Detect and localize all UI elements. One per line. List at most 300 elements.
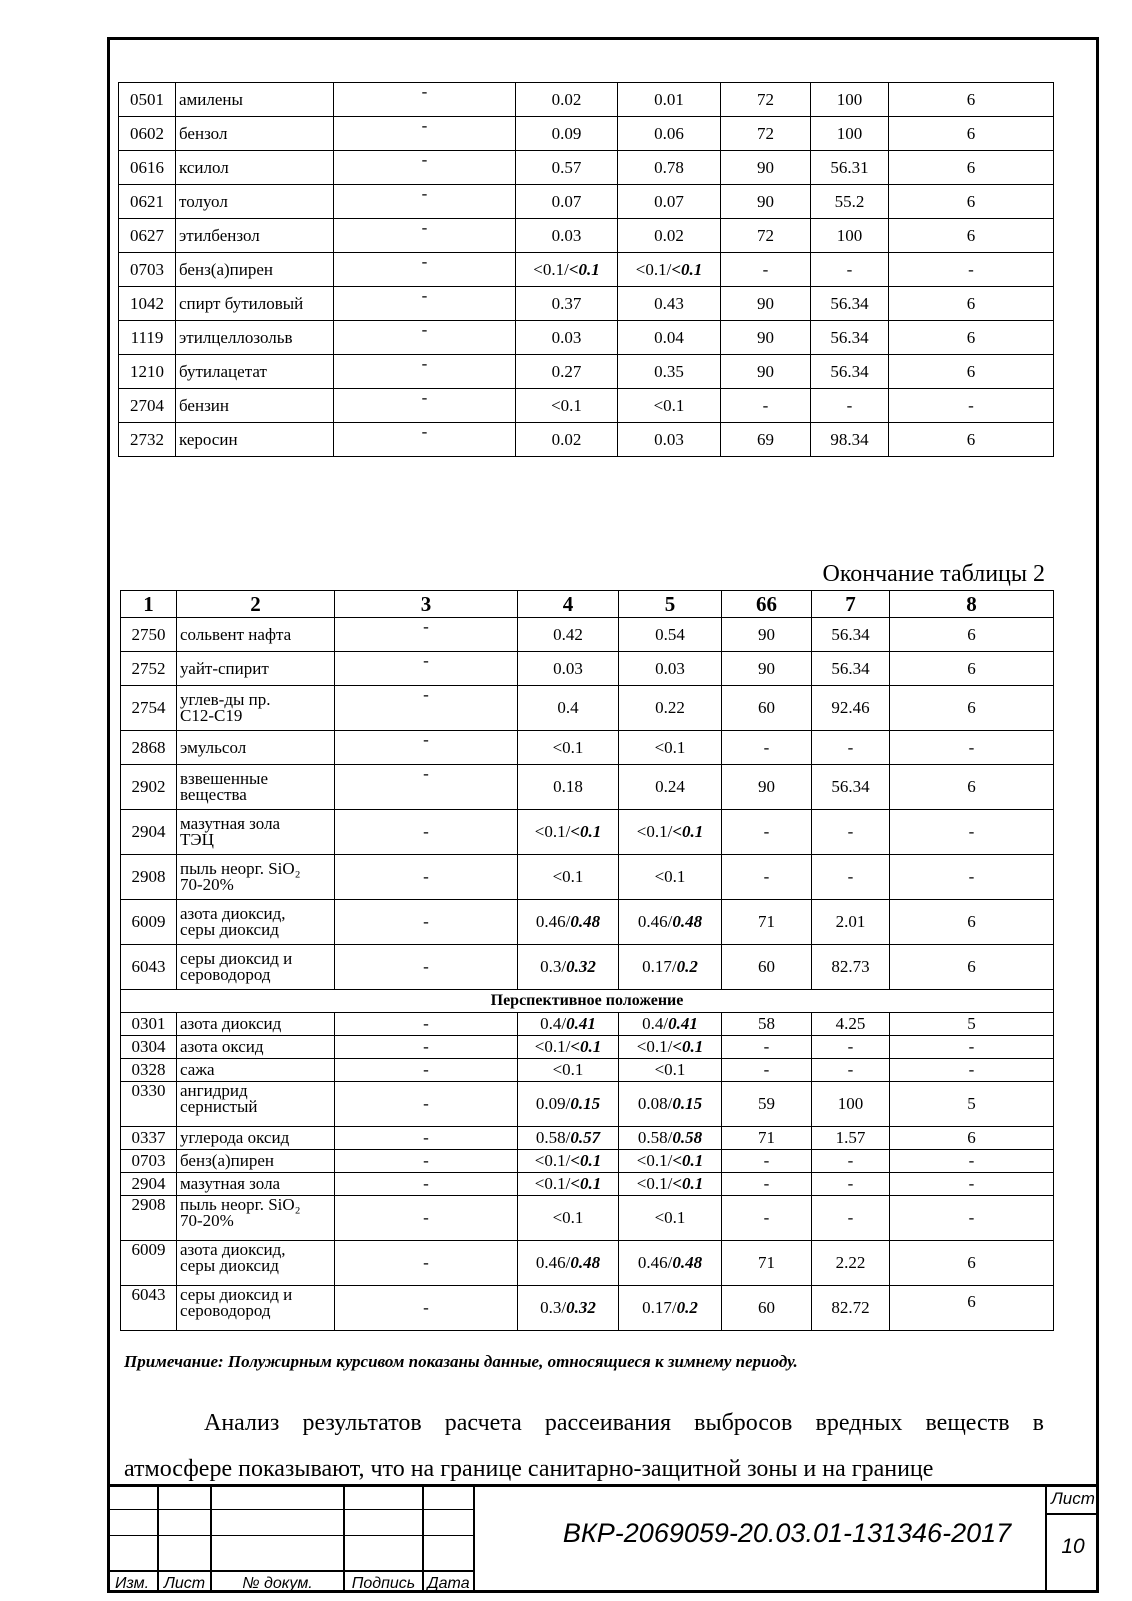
cell-col-c3 <box>334 321 516 355</box>
table-row <box>121 945 1054 990</box>
cell-col-c7: 100 <box>811 117 889 151</box>
cell-col-c4 <box>518 1286 619 1331</box>
stamp-label-sheet: Лист <box>163 1575 206 1592</box>
cell-col-c3 <box>335 1241 518 1286</box>
winter-value: 0.2 <box>676 957 698 976</box>
substance-code: 0602 <box>119 117 176 151</box>
cell-col-c8: - <box>890 1196 1054 1241</box>
cell-col-c8: 6 <box>889 151 1054 185</box>
cell-col-c5 <box>619 810 722 855</box>
table-row <box>119 321 1054 355</box>
substance-name <box>177 855 335 900</box>
cell-col-c5: 0.07 <box>618 185 721 219</box>
cell-col-c6: 90 <box>721 355 811 389</box>
table-row <box>121 731 1054 765</box>
dash-value: - <box>423 1094 429 1113</box>
substance-code: 0703 <box>121 1150 177 1173</box>
substance-name: толуол <box>176 185 334 219</box>
winter-value: 0.48 <box>672 912 703 931</box>
cell-col-c5 <box>619 1150 722 1173</box>
substance-name-line: 70-20% <box>180 1211 234 1230</box>
cell-col-c8: 6 <box>889 321 1054 355</box>
cell-col-c8: - <box>890 810 1054 855</box>
substance-name: ксилол <box>176 151 334 185</box>
substance-code: 2754 <box>121 686 177 731</box>
dash-value: - <box>421 116 428 135</box>
cell-col-c3 <box>335 855 518 900</box>
winter-value: <0.1 <box>570 1037 602 1056</box>
cell-col-c6: 90 <box>721 321 811 355</box>
summer-value: 0.46/ <box>535 912 571 931</box>
cell-col-c4 <box>518 1150 619 1173</box>
substance-code: 2904 <box>121 810 177 855</box>
winter-value: <0.1 <box>672 1151 704 1170</box>
substance-name: мазутная зола <box>177 1173 335 1196</box>
cell-col-c5: 0.03 <box>619 652 722 686</box>
substance-name <box>177 900 335 945</box>
cell-col-c6: 71 <box>722 1127 812 1150</box>
winter-value: <0.1 <box>672 1174 704 1193</box>
cell-col-c7: 55.2 <box>811 185 889 219</box>
paragraph-line-1: Анализ результатов расчета рассеивания выбросов вредных веществ в <box>204 1410 1044 1436</box>
column-header: 2 <box>177 591 335 618</box>
cell-col-c7: - <box>812 1196 890 1241</box>
cell-col-c6: 90 <box>721 287 811 321</box>
cell-col-c4: <0.1 <box>518 1196 619 1241</box>
cell-col-c3 <box>335 900 518 945</box>
cell-col-c8: - <box>890 855 1054 900</box>
table-row <box>121 1082 1054 1127</box>
column-header: 1 <box>121 591 177 618</box>
dash-value: - <box>421 388 428 407</box>
table-row <box>119 355 1054 389</box>
substance-name-line: азота диоксид, <box>180 1240 286 1259</box>
cell-col-c7: 92.46 <box>812 686 890 731</box>
substance-name <box>177 1082 335 1127</box>
substance-code: 6043 <box>121 1286 177 1331</box>
cell-col-c8: 6 <box>890 686 1054 731</box>
stamp-label-signature: Подпись <box>351 1575 416 1592</box>
cell-col-c7: - <box>812 1059 890 1082</box>
cell-col-c4: <0.1 <box>518 731 619 765</box>
substance-code: 2902 <box>121 765 177 810</box>
winter-value: 0.48 <box>570 912 601 931</box>
substance-name-line: серы диоксид <box>180 1256 279 1275</box>
cell-col-c5: 0.03 <box>618 423 721 457</box>
cell-col-c6: 71 <box>722 900 812 945</box>
cell-col-c8: 6 <box>890 765 1054 810</box>
table-row <box>121 1286 1054 1331</box>
cell-col-c6: 90 <box>722 765 812 810</box>
substance-name-line: мазутная зола <box>180 814 281 833</box>
substance-name <box>177 765 335 810</box>
winter-value: <0.1 <box>570 1174 602 1193</box>
cell-col-c8: 6 <box>889 117 1054 151</box>
summer-value: <0.1/ <box>636 1151 673 1170</box>
cell-col-c4 <box>516 253 618 287</box>
table-row <box>119 83 1054 117</box>
cell-col-c4 <box>518 945 619 990</box>
cell-col-c8: - <box>889 389 1054 423</box>
cell-col-c5: <0.1 <box>619 855 722 900</box>
winter-value: 0.58 <box>672 1128 703 1147</box>
summer-value: 0.3/ <box>540 1298 567 1317</box>
cell-col-c7: 82.72 <box>812 1286 890 1331</box>
section-header-row <box>121 990 1054 1013</box>
cell-col-c7: 98.34 <box>811 423 889 457</box>
emissions-table-top <box>118 82 1054 457</box>
substance-name: бенз(а)пирен <box>177 1150 335 1173</box>
table-note: Примечание: Полужирным курсивом показаны данные, относящиеся к зимнему периоду. <box>124 1352 798 1371</box>
substance-name-line: сероводород <box>180 965 271 984</box>
cell-col-c5: <0.1 <box>619 1196 722 1241</box>
cell-col-c8: 5 <box>890 1013 1054 1036</box>
table-row <box>121 1241 1054 1286</box>
dash-value: - <box>421 286 428 305</box>
substance-code: 0616 <box>119 151 176 185</box>
substance-name-line: вещества <box>180 785 247 804</box>
winter-value: <0.1 <box>570 822 602 841</box>
cell-col-c3 <box>335 1196 518 1241</box>
cell-col-c5: <0.1 <box>619 1059 722 1082</box>
summer-value: <0.1/ <box>533 259 569 279</box>
cell-col-c3 <box>335 652 518 686</box>
cell-col-c7: 82.73 <box>812 945 890 990</box>
cell-col-c8: 6 <box>889 355 1054 389</box>
title-block <box>107 1484 1099 1593</box>
table-row <box>121 855 1054 900</box>
cell-col-c6: - <box>722 1150 812 1173</box>
stamp-rule <box>1045 1513 1099 1515</box>
stamp-rule <box>107 1535 473 1536</box>
substance-name: амилены <box>176 83 334 117</box>
cell-col-c6: - <box>722 731 812 765</box>
substance-name <box>177 1241 335 1286</box>
cell-col-c5: <0.1 <box>618 389 721 423</box>
summer-value: 0.4/ <box>642 1014 669 1033</box>
cell-col-c8: 6 <box>889 185 1054 219</box>
winter-value: 0.48 <box>672 1253 703 1272</box>
winter-value: <0.1 <box>671 259 703 279</box>
cell-col-c4: 0.02 <box>516 423 618 457</box>
cell-col-c5 <box>619 900 722 945</box>
dash-value: - <box>423 1060 429 1079</box>
substance-code: 0621 <box>119 185 176 219</box>
winter-value: 0.32 <box>566 1298 596 1317</box>
cell-col-c8: 6 <box>890 652 1054 686</box>
cell-col-c5: <0.1 <box>619 731 722 765</box>
cell-col-c6: 72 <box>721 219 811 253</box>
cell-col-c4 <box>518 900 619 945</box>
summer-value: <0.1/ <box>636 1037 673 1056</box>
substance-code: 0703 <box>119 253 176 287</box>
substance-name: этилбензол <box>176 219 334 253</box>
cell-col-c8: 6 <box>889 219 1054 253</box>
stamp-label-date: Дата <box>427 1575 470 1592</box>
dash-value: - <box>423 912 429 931</box>
table-caption: Окончание таблицы 2 <box>822 561 1045 587</box>
substance-code: 0301 <box>121 1013 177 1036</box>
stamp-label-change: Изм. <box>114 1575 150 1592</box>
winter-value: 0.15 <box>570 1094 601 1113</box>
table-row <box>121 1013 1054 1036</box>
substance-name <box>177 1196 335 1241</box>
substance-code: 6009 <box>121 900 177 945</box>
cell-col-c4: <0.1 <box>518 1059 619 1082</box>
cell-col-c3 <box>335 810 518 855</box>
cell-col-c6: - <box>722 1173 812 1196</box>
summer-value: 0.4/ <box>540 1014 567 1033</box>
winter-value: 0.15 <box>672 1094 703 1113</box>
cell-col-c3 <box>335 618 518 652</box>
cell-col-c5 <box>619 1127 722 1150</box>
cell-col-c4: 0.09 <box>516 117 618 151</box>
summer-value: 0.58/ <box>637 1128 673 1147</box>
summer-value: 0.09/ <box>535 1094 571 1113</box>
substance-name-line: ТЭЦ <box>180 830 214 849</box>
cell-col-c3 <box>335 1059 518 1082</box>
cell-col-c7: 56.34 <box>811 355 889 389</box>
table-row <box>121 1196 1054 1241</box>
cell-col-c5: 0.22 <box>619 686 722 731</box>
cell-col-c3 <box>335 1036 518 1059</box>
substance-name-line: сернистый <box>180 1097 258 1116</box>
winter-value: 0.32 <box>566 957 596 976</box>
cell-col-c5: 0.43 <box>618 287 721 321</box>
winter-value: 0.2 <box>676 1298 698 1317</box>
winter-value: <0.1 <box>570 1151 602 1170</box>
cell-col-c3 <box>335 765 518 810</box>
substance-code: 1210 <box>119 355 176 389</box>
column-header: 3 <box>335 591 518 618</box>
dash-value: - <box>421 320 428 339</box>
substance-name-line: ангидрид <box>180 1081 248 1100</box>
cell-col-c5 <box>618 253 721 287</box>
cell-col-c3 <box>334 83 516 117</box>
cell-col-c7: 56.34 <box>812 652 890 686</box>
cell-col-c5 <box>619 1286 722 1331</box>
cell-col-c5 <box>619 1241 722 1286</box>
cell-col-c3 <box>334 151 516 185</box>
cell-col-c6: - <box>722 1196 812 1241</box>
summer-value: <0.1/ <box>635 259 672 279</box>
summer-value: 0.46/ <box>535 1253 571 1272</box>
cell-col-c4 <box>518 810 619 855</box>
substance-code: 2904 <box>121 1173 177 1196</box>
substance-name: бензин <box>176 389 334 423</box>
dash-value: - <box>423 651 429 670</box>
substance-name: азота диоксид <box>177 1013 335 1036</box>
emissions-table-bottom <box>120 590 1054 1331</box>
summer-value: <0.1/ <box>534 822 571 841</box>
summer-value: <0.1/ <box>534 1174 571 1193</box>
dash-value: - <box>421 354 428 373</box>
stamp-label-doc-number: № докум. <box>242 1575 313 1592</box>
winter-value: 0.41 <box>668 1014 698 1033</box>
substance-name: сажа <box>177 1059 335 1082</box>
cell-col-c6: - <box>722 810 812 855</box>
cell-col-c6: 90 <box>721 185 811 219</box>
summer-value: 0.08/ <box>637 1094 673 1113</box>
cell-col-c6: 58 <box>722 1013 812 1036</box>
winter-value: <0.1 <box>568 259 600 279</box>
cell-col-c8: - <box>889 253 1054 287</box>
substance-code: 2752 <box>121 652 177 686</box>
winter-value: 0.41 <box>566 1014 596 1033</box>
table-row <box>119 117 1054 151</box>
cell-col-c3 <box>334 389 516 423</box>
cell-col-c8: 6 <box>890 900 1054 945</box>
table-row <box>121 765 1054 810</box>
substance-name-line: сероводород <box>180 1301 271 1320</box>
substance-code: 6043 <box>121 945 177 990</box>
cell-col-c3 <box>335 1013 518 1036</box>
cell-col-c4: 0.27 <box>516 355 618 389</box>
cell-col-c6: 72 <box>721 117 811 151</box>
substance-code: 0337 <box>121 1127 177 1150</box>
substance-code: 6009 <box>121 1241 177 1286</box>
substance-name-line: азота диоксид, <box>180 904 286 923</box>
body-paragraph <box>124 1400 1044 1492</box>
cell-col-c4 <box>518 1173 619 1196</box>
table-row <box>119 423 1054 457</box>
cell-col-c6: - <box>721 253 811 287</box>
cell-col-c5: 0.04 <box>618 321 721 355</box>
sheet-number: 10 <box>1061 1535 1085 1558</box>
cell-col-c8: - <box>890 1173 1054 1196</box>
substance-name: этилцеллозольв <box>176 321 334 355</box>
cell-col-c5: 0.06 <box>618 117 721 151</box>
dash-value: - <box>423 1253 429 1272</box>
table-row <box>121 1150 1054 1173</box>
dash-value: - <box>423 822 429 841</box>
column-header: 66 <box>722 591 812 618</box>
column-header: 7 <box>812 591 890 618</box>
table-header-row <box>121 591 1054 618</box>
substance-name: спирт бутиловый <box>176 287 334 321</box>
cell-col-c3 <box>334 185 516 219</box>
cell-col-c8: - <box>890 731 1054 765</box>
substance-name <box>177 945 335 990</box>
cell-col-c3 <box>334 253 516 287</box>
cell-col-c3 <box>335 686 518 731</box>
substance-code: 2732 <box>119 423 176 457</box>
dash-value: - <box>423 957 429 976</box>
cell-col-c4: 0.03 <box>516 321 618 355</box>
substance-name-line: взвешенные <box>180 769 269 788</box>
cell-col-c3 <box>335 1082 518 1127</box>
cell-col-c7: - <box>812 731 890 765</box>
substance-name: керосин <box>176 423 334 457</box>
cell-col-c4 <box>518 1013 619 1036</box>
substance-name-line: углев-ды пр. <box>180 690 271 709</box>
substance-code: 2750 <box>121 618 177 652</box>
column-header: 4 <box>518 591 619 618</box>
winter-value: 0.48 <box>570 1253 601 1272</box>
summer-value: 0.58/ <box>535 1128 571 1147</box>
cell-col-c5 <box>619 1173 722 1196</box>
cell-col-c7: 56.31 <box>811 151 889 185</box>
substance-name <box>177 1286 335 1331</box>
cell-col-c4: <0.1 <box>516 389 618 423</box>
column-header: 8 <box>890 591 1054 618</box>
cell-col-c5 <box>619 945 722 990</box>
cell-col-c4: 0.57 <box>516 151 618 185</box>
cell-col-c6: 69 <box>721 423 811 457</box>
cell-col-c3 <box>335 731 518 765</box>
summer-value: 0.3/ <box>540 957 567 976</box>
cell-col-c8: 6 <box>889 287 1054 321</box>
summer-value: <0.1/ <box>636 822 673 841</box>
cell-col-c7: 100 <box>811 219 889 253</box>
cell-col-c7: - <box>812 1150 890 1173</box>
substance-code: 1119 <box>119 321 176 355</box>
cell-col-c8: 6 <box>890 1127 1054 1150</box>
substance-name: эмульсол <box>177 731 335 765</box>
cell-col-c8: - <box>890 1150 1054 1173</box>
cell-col-c6: 59 <box>722 1082 812 1127</box>
cell-col-c3 <box>335 1150 518 1173</box>
table-row <box>121 1059 1054 1082</box>
table-row <box>119 219 1054 253</box>
cell-col-c7: - <box>812 1036 890 1059</box>
dash-value: - <box>423 1151 429 1170</box>
summer-value: 0.46/ <box>637 1253 673 1272</box>
table-row <box>121 1036 1054 1059</box>
cell-col-c6: - <box>722 1036 812 1059</box>
stamp-rule <box>107 1509 473 1510</box>
cell-col-c6: - <box>722 1059 812 1082</box>
table-row <box>121 686 1054 731</box>
column-header: 5 <box>619 591 722 618</box>
cell-col-c3 <box>334 287 516 321</box>
cell-col-c4: 0.07 <box>516 185 618 219</box>
cell-col-c8: 6 <box>890 1241 1054 1286</box>
cell-col-c4 <box>518 1127 619 1150</box>
substance-name-line: серы диоксид <box>180 920 279 939</box>
cell-col-c6: 71 <box>722 1241 812 1286</box>
cell-col-c4: 0.02 <box>516 83 618 117</box>
substance-name: уайт-спирит <box>177 652 335 686</box>
cell-col-c8: - <box>890 1036 1054 1059</box>
cell-col-c4 <box>518 1082 619 1127</box>
table-row <box>121 1127 1054 1150</box>
dash-value: - <box>423 764 429 783</box>
dash-value: - <box>423 1037 429 1056</box>
dash-value: - <box>423 1128 429 1147</box>
dash-value: - <box>421 252 428 271</box>
substance-code: 0328 <box>121 1059 177 1082</box>
table-row <box>121 618 1054 652</box>
substance-code: 0330 <box>121 1082 177 1127</box>
cell-col-c5: 0.54 <box>619 618 722 652</box>
cell-col-c7: 56.34 <box>812 618 890 652</box>
summer-value: <0.1/ <box>636 1174 673 1193</box>
table-row <box>119 287 1054 321</box>
cell-col-c4: 0.03 <box>518 652 619 686</box>
substance-code: 0304 <box>121 1036 177 1059</box>
cell-col-c3 <box>335 945 518 990</box>
cell-col-c4: 0.18 <box>518 765 619 810</box>
dash-value: - <box>421 82 428 101</box>
cell-col-c7: 56.34 <box>811 321 889 355</box>
paragraph-line-2: атмосфере показывают, что на границе санитарно-защитной зоны и на границе <box>124 1456 934 1482</box>
cell-col-c3 <box>335 1127 518 1150</box>
cell-col-c5 <box>619 1036 722 1059</box>
cell-col-c6: 72 <box>721 83 811 117</box>
cell-col-c3 <box>335 1286 518 1331</box>
table-row <box>119 389 1054 423</box>
